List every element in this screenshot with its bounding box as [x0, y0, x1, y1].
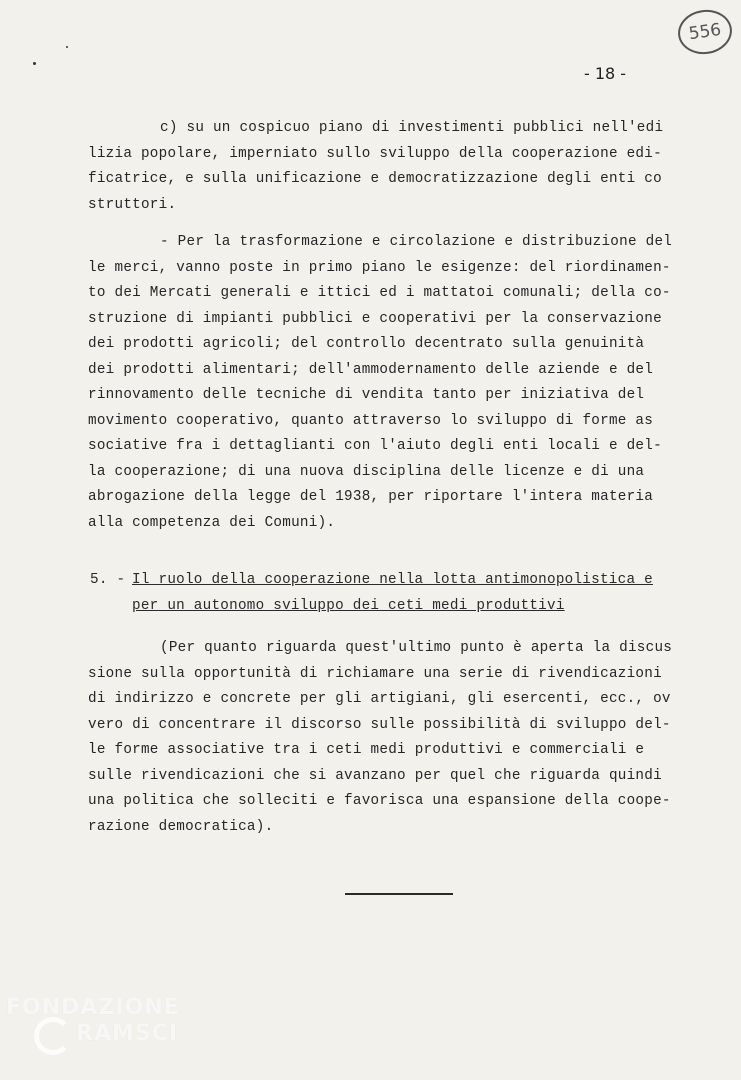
text-line: rinnovamento delle tecniche di vendita tanto per iniziativa del [88, 387, 645, 403]
text-line: sulle rivendicazioni che si avanzano per quel che riguarda quindi [88, 767, 662, 784]
text-line: alla competenza dei Comuni). [88, 514, 336, 531]
ink-speck [66, 46, 68, 48]
text-line: lizia popolare, imperniato sullo sviluppo della cooperazione edi- [88, 145, 662, 162]
text-line: - Per la trasformazione e circolazione e distribuzione del [160, 234, 673, 250]
text-line: movimento cooperativo, quanto attraverso lo sviluppo di forme as [88, 412, 654, 429]
paragraph-discussione [88, 636, 678, 840]
text-line: (Per quanto riguarda quest'ultimo punto è aperta la discus [160, 640, 673, 656]
text-line: una politica che solleciti e favorisca una espansione della coope- [88, 793, 671, 809]
section-number: 5. - [90, 572, 126, 588]
text-line: sione sulla opportunità di richiamare una serie di rivendicazioni [88, 665, 662, 682]
text-line: struttori. [88, 196, 177, 213]
text-line: le forme associative tra i ceti medi produttivi e commerciali e [88, 742, 645, 758]
watermark-text: FONDAZIONE [6, 995, 180, 1020]
watermark-g-icon [34, 1017, 72, 1055]
section-title-line: Il ruolo della cooperazione nella lotta antimonopolistica e [132, 572, 653, 588]
text-line: ficatrice, e sulla unificazione e democratizzazione degli enti co [88, 171, 662, 187]
page-number: - 18 - [584, 64, 627, 83]
watermark-text: RAMSCI [76, 1021, 179, 1046]
text-line: abrogazione della legge del 1938, per riportare l'intera materia [88, 489, 654, 505]
paragraph-c [88, 116, 678, 218]
text-line: c) su un cospicuo piano di investimenti pubblici nell'edi [160, 120, 664, 136]
text-line: di indirizzo e concrete per gli artigiani, gli esercenti, ecc., ov [88, 691, 671, 707]
text-line: to dei Mercati generali e ittici ed i mattatoi comunali; della co- [88, 285, 671, 301]
text-line: la cooperazione; di una nuova disciplina delle licenze e di una [88, 463, 645, 480]
section-title-line: per un autonomo sviluppo dei ceti medi produttivi [132, 598, 565, 614]
closing-rule [345, 893, 453, 895]
paragraph-merci [88, 230, 678, 536]
text-line: dei prodotti agricoli; del controllo decentrato sulla genuinità [88, 336, 645, 352]
text-line: vero di concentrare il discorso sulle possibilità di sviluppo del- [88, 716, 671, 733]
archive-stamp: 556 [675, 6, 735, 57]
ink-speck [33, 62, 36, 65]
text-line: razione democratica). [88, 818, 274, 835]
watermark-logo [6, 995, 186, 1075]
text-line: struzione di impianti pubblici e cooperativi per la conservazione [88, 310, 662, 327]
text-line: dei prodotti alimentari; dell'ammodernamento delle aziende e del [88, 361, 654, 378]
text-line: sociative fra i dettaglianti con l'aiuto degli enti locali e del- [88, 438, 662, 454]
text-line: le merci, vanno poste in primo piano le esigenze: del riordinamen- [88, 259, 671, 276]
